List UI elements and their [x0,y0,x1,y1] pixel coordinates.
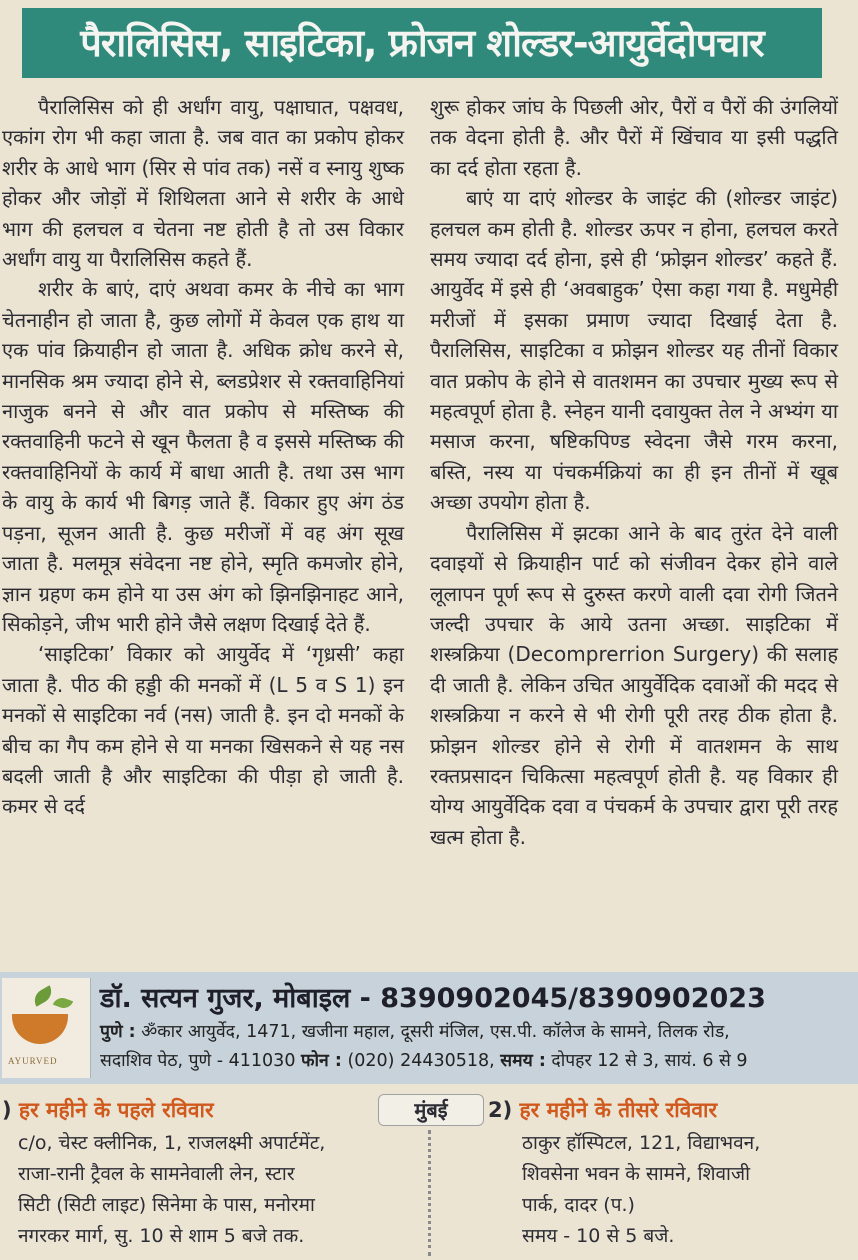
dotted-divider [428,1130,431,1256]
address-line: सिटी (सिटी लाइट) सिनेमा के पास, मनोरमा [18,1194,315,1216]
time-label: समय : [500,1051,546,1071]
timings: दोपहर 12 से 3, सायं. 6 से 9 [551,1051,748,1071]
clinic1-address [18,1128,418,1252]
leaf-icon [30,985,55,1006]
paragraph: बाएं या दाएं शोल्डर के जाइंट की (शोल्डर जाइंट) हलचल कम होती है. शोल्डर ऊपर न होना, हलचल करते समय ज्यादा दर्द होना, इसे ही ‘फ्रोझन शोल्डर’ कहते हैं. आयुर्वेद में इसे ही ‘अवबाहुक’ ऐसा कहा गया है. मधुमेही मरीजों में इसका प्रमाण ज्यादा दिखाई देता है. पैरालिसिस, साइटिका व फ्रोझन शोल्डर यह तीनों विकार वात प्रकोप के होने से वातशमन का उपचार मुख्य रूप से महत्वपूर्ण होता है. स्नेहन यानी दवायुक्त तेल ने अभ्यंग या मसाज करना, षष्टिकपिण्ड स्वेदना जैसे गरम करना, बस्ति, नस्य या पंचकर्मक्रियां का ही इन तीनों में खूब अच्छा उपयोग होता है. [430,186,838,515]
logo-label: AYURVED [8,1056,58,1066]
pune-address-line-2: सदाशिव पेठ, पुणे - 411030 [100,1051,296,1071]
address-line: नगरकर मार्ग, सु. 10 से शाम 5 बजे तक. [18,1225,305,1247]
paragraph: शरीर के बाएं, दाएं अथवा कमर के नीचे का भाग चेतनाहीन हो जाता है, कुछ लोगों में केवल एक हाथ या एक पांव क्रियाहीन हो जाता है. अधिक क्रोध करने से, मानसिक श्रम ज्यादा होने से, ब्लडप्रेशर से रक्तवाहिनियां नाजुक बनने से और वात प्रकोप से मस्तिष्क की रक्तवाहिनी फटने से खून फैलता है व इससे मस्तिष्क की रक्तवाहिनियों के कार्य में बाधा आती है. तथा उस भाग के वायु के कार्य भी बिगड़ जाते हैं. विकार हुए अंग ठंड पड़ना, सूजन आती है. कुछ मरीजों में वह अंग सूख जाता है. मलमूत्र संवेदना नष्ट होने, स्मृति कमजोर होने, ज्ञान ग्रहण कम होने या उस अंग को झिनझिनाहट आने, सिकोड़ने, जीभ भारी होने जैसे लक्षण दिखाई देते हैं. [2,277,404,636]
pune-label: पुणे : [100,1022,136,1042]
left-column [2,92,404,822]
clinic2-number: 2) [488,1098,513,1122]
ayurved-logo [2,978,91,1078]
headline: पैरालिसिस, साइटिका, फ्रोजन शोल्डर-आयुर्वेदोपचार [22,8,822,78]
pune-address [100,1018,840,1076]
clinic2-heading [488,1096,717,1124]
paragraph: ‘साइटिका’ विकार को आयुर्वेद में ‘गृध्रसी’ कहा जाता है. पीठ की हड्डी की मनकों में (L 5 व S 1) इन मनकों से साइटिका नर्व (नस) जाती है. इन दो मनकों के बीच का गैप कम होने से या मनका खिसकने से यह नस बदली जाती है और साइटिका की पीड़ा हो जाती है. कमर से दर्द [2,642,404,819]
right-column [430,92,838,852]
address-line: राजा-रानी ट्रैवल के सामनेवाली लेन, स्टार [18,1163,295,1185]
mumbai-section [0,1090,858,1260]
contact-banner [0,972,858,1084]
paragraph: शुरू होकर जांघ के पिछली ओर, पैरों व पैरों की उंगलियों तक वेदना होती है. और पैरों में खिंचाव या इसी पद्धति का दर्द होता रहता है. [430,95,838,180]
address-line: समय - 10 से 5 बजे. [522,1225,675,1247]
clinic2-title: हर महीने के तीसरे रविवार [519,1098,718,1122]
address-line: c/o, चेस्ट क्लीनिक, 1, राजलक्ष्मी अपार्टमेंट, [18,1132,326,1154]
phone-number: (020) 24430518, [347,1051,495,1071]
address-line: पार्क, दादर (प.) [522,1194,635,1216]
clinic1-number: ) [2,1098,12,1122]
phone-label: फोन : [301,1051,342,1071]
address-line: शिवसेना भवन के सामने, शिवाजी [522,1163,750,1185]
paragraph: पैरालिसिस को ही अर्धांग वायु, पक्षाघात, पक्षवध, एकांग रोग भी कहा जाता है. जब वात का प्रकोप होकर शरीर के आधे भाग (सिर से पांव तक) नसें व स्नायु शुष्क होकर और जोड़ों में शिथिलता आने से शरीर के आधे भाग की हलचल व चेतना नष्ट होती है तो उस विकार अर्धांग वायु या पैरालिसिस कहते हैं. [2,95,404,272]
pune-address-line: ॐकार आयुर्वेद, 1471, खजीना महाल, दूसरी मंजिल, एस.पी. कॉलेज के सामने, तिलक रोड, [141,1022,730,1042]
address-line: ठाकुर हॉस्पिटल, 121, विद्याभवन, [522,1132,761,1154]
leaf-icon [53,995,73,1011]
doctor-name-mobile: डॉ. सत्यन गुजर, मोबाइल - 8390902045/8390902023 [100,983,766,1014]
bowl-icon [12,1014,68,1044]
clinic1-heading [2,1096,214,1124]
paragraph: पैरालिसिस में झटका आने के बाद तुरंत देने वाली दवाइयों से क्रियाहीन पार्ट को संजीवन देकर होने वाले लूलापन पूर्ण रूप से दुरुस्त करणे वाली दवा रोगी जितने जल्दी उपचार के आये उतना अच्छा. साइटिका में शस्त्रक्रिया (Decomprerrion Surgery) की सलाह दी जाती है. लेकिन उचित आयुर्वेदिक दवाओं की मदद से शस्त्रक्रिया न करने से भी रोगी पूरी तरह ठीक होता है. फ्रोझन शोल्डर होने से रोगी में वातशमन के साथ रक्तप्रसादन चिकित्सा महत्वपूर्ण होती है. यह विकार ही योग्य आयुर्वेदिक दवा व पंचकर्म के उपचार द्वारा पूरी तरह खत्म होता है. [430,520,838,849]
clinic1-title: हर महीने के पहले रविवार [18,1098,214,1122]
clinic2-address [522,1128,842,1252]
mumbai-label: मुंबई [378,1094,484,1126]
